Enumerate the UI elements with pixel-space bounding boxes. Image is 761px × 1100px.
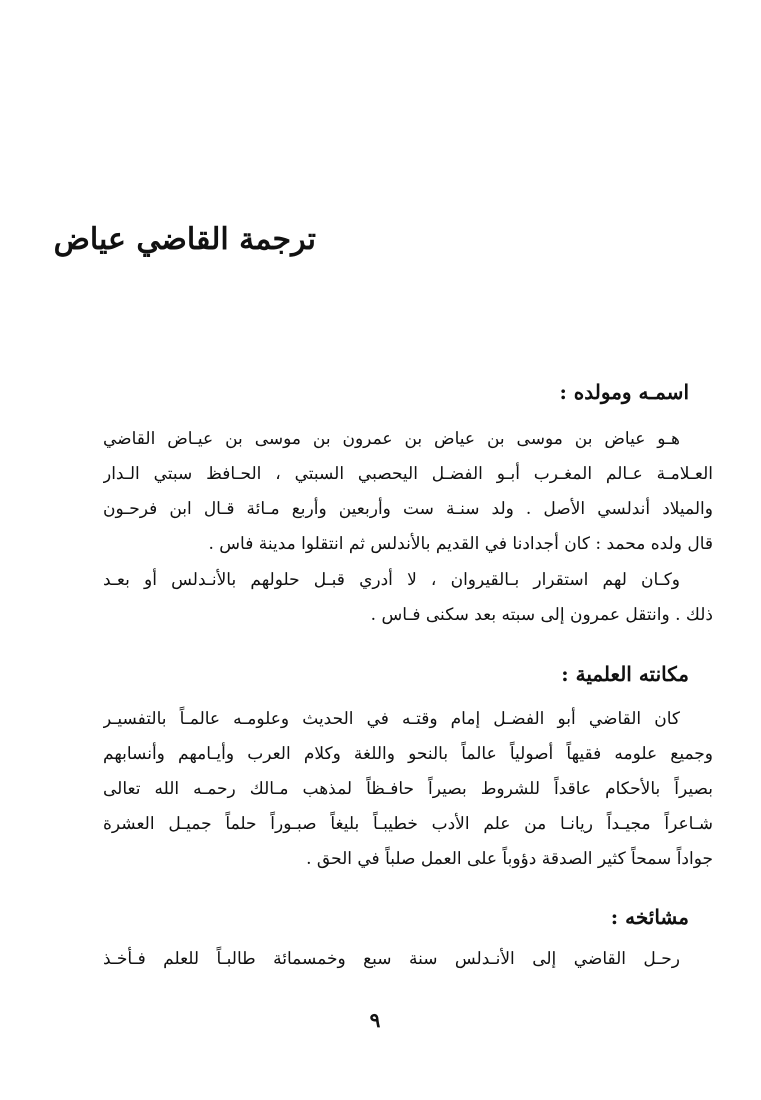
page-title: ترجمة القاضي عياض: [53, 222, 316, 257]
text-line: رحـل القاضي إلى الأنـدلس سنة سبع وخمسمائة طالبـاً للعلم فـأخـذ: [103, 949, 680, 969]
text-line: شـاعراً مجيـداً ريانـا من علم الأدب خطيبـاً بليغاً صبـوراً حلماً جميـل العشرة: [103, 814, 713, 834]
text-line: والميلاد أندلسي الأصل . ولد سنـة ست وأربعين وأربع مـائة قـال ابن فرحـون: [103, 499, 713, 519]
paragraph-scholarly-standing: [103, 702, 713, 877]
text-line: وكـان لهم استقرار بـالقيروان ، لا أدري قبـل حلولهم بالأنـدلس أو بعـد: [103, 570, 680, 590]
text-line: بصيراً بالأحكام عاقداً للشروط بصيراً حافـظاً لمذهب مـالك رحمـه الله تعالى: [103, 779, 713, 799]
text-line: ذلك . وانتقل عمرون إلى سبته بعد سكنى فـاس .: [370, 605, 713, 625]
text-line: كان القاضي أبو الفضـل إمام وقتـه في الحديث وعلومـه عالمـاً بالتفسيـر: [103, 709, 680, 729]
section-heading-name-birth: اسمـه ومولده :: [559, 380, 689, 404]
text-line: جواداً سمحاً كثير الصدقة دؤوباً على العمل صلباً في الحق .: [306, 849, 713, 869]
text-line: قال ولده محمد : كان أجدادنا في القديم بالأندلس ثم انتقلوا مدينة فاس .: [208, 534, 713, 554]
paragraph-teachers: [103, 942, 713, 977]
paragraph-residence: [103, 563, 713, 633]
page-number: ٩: [369, 1008, 381, 1032]
text-line: العـلامـة عـالم المغـرب أبـو الفضـل اليحصبي السبتي ، الحـافظ سبتي الـدار: [103, 464, 713, 484]
text-line: وجميع علومه فقيهاً أصولياً عالماً بالنحو واللغة وكلام العرب وأيـامهم وأنسابهم: [103, 744, 713, 764]
section-heading-teachers: مشائخه :: [610, 905, 689, 929]
text-line: هـو عياض بن موسى بن عياض بن عمرون بن موسى بن عيـاض القاضي: [103, 429, 680, 449]
section-heading-scholarly-standing: مكانته العلمية :: [561, 662, 689, 686]
paragraph-name-birth: [103, 422, 713, 562]
